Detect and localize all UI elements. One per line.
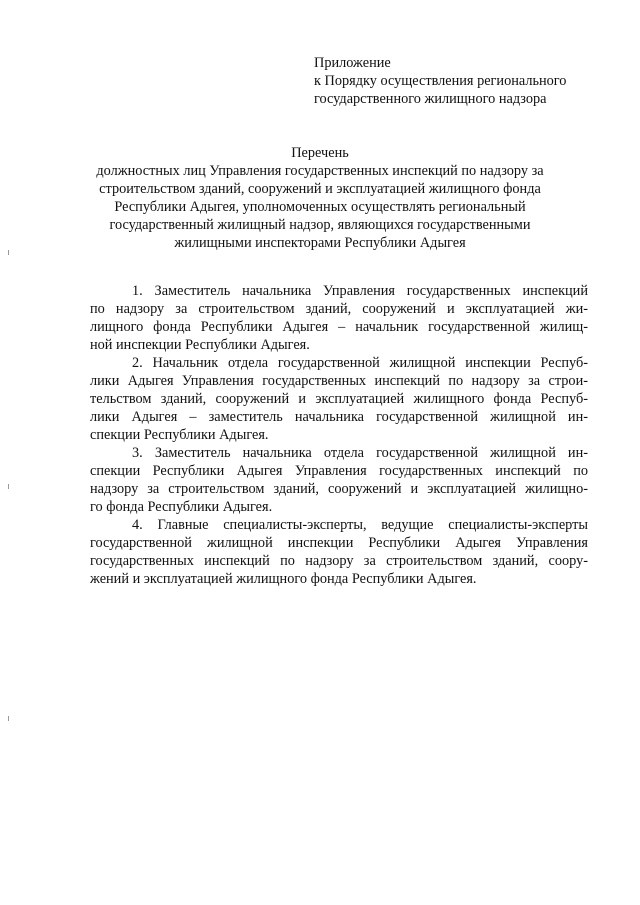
list-item <box>90 444 588 516</box>
appendix-note <box>314 54 614 108</box>
item-line: ной инспекции Республики Адыгея. <box>90 337 310 353</box>
title-line: государственный жилищный надзор, являющихся государственными <box>109 217 531 233</box>
appendix-line: к Порядку осуществления регионального <box>314 73 567 89</box>
item-line: лики Адыгея Управления государственных инспекций по надзору за строи- <box>90 373 588 389</box>
list-item <box>90 516 588 588</box>
item-line: 4. Главные специалисты-эксперты, ведущие специалисты-эксперты <box>132 517 588 533</box>
item-line: го фонда Республики Адыгея. <box>90 499 273 515</box>
appendix-line: государственного жилищного надзора <box>314 91 547 107</box>
item-line: государственной жилищной инспекции Республики Адыгея Управления <box>90 535 588 551</box>
title-line: должностных лиц Управления государственных инспекций по надзору за <box>96 163 544 179</box>
title-line: жилищными инспекторами Республики Адыгея <box>174 235 466 251</box>
list-item <box>90 282 588 354</box>
appendix-line: Приложение <box>314 55 391 71</box>
officials-list <box>90 282 588 588</box>
scan-mark <box>8 250 9 255</box>
item-line: лики Адыгея – заместитель начальника государственной жилищной ин- <box>90 409 588 425</box>
item-line: 3. Заместитель начальника отдела государственной жилищной ин- <box>132 445 588 461</box>
item-line: тельством зданий, сооружений и эксплуатацией жилищного фонда Респуб- <box>90 391 588 407</box>
scan-mark <box>8 484 9 489</box>
item-line: 1. Заместитель начальника Управления государственных инспекций <box>132 283 588 299</box>
title-heading: Перечень <box>291 145 349 161</box>
item-line: спекции Республики Адыгея Управления государственных инспекций по <box>90 463 588 479</box>
item-line: 2. Начальник отдела государственной жилищной инспекции Респуб- <box>132 355 588 371</box>
item-line: надзору за строительством зданий, сооружений и эксплуатацией жилищно- <box>90 481 588 497</box>
title-line: Республики Адыгея, уполномоченных осуществлять региональный <box>114 199 526 215</box>
item-line: лищного фонда Республики Адыгея – начальник государственной жилищ- <box>90 319 588 335</box>
list-item <box>90 354 588 444</box>
item-line: по надзору за строительством зданий, сооружений и эксплуатацией жи- <box>90 301 588 317</box>
document-title <box>80 144 560 252</box>
item-line: спекции Республики Адыгея. <box>90 427 269 443</box>
scan-mark <box>8 716 9 721</box>
title-line: строительством зданий, сооружений и эксплуатацией жилищного фонда <box>99 181 541 197</box>
item-line: жений и эксплуатацией жилищного фонда Республики Адыгея. <box>90 571 477 587</box>
item-line: государственных инспекций по надзору за строительством зданий, соору- <box>90 553 588 569</box>
